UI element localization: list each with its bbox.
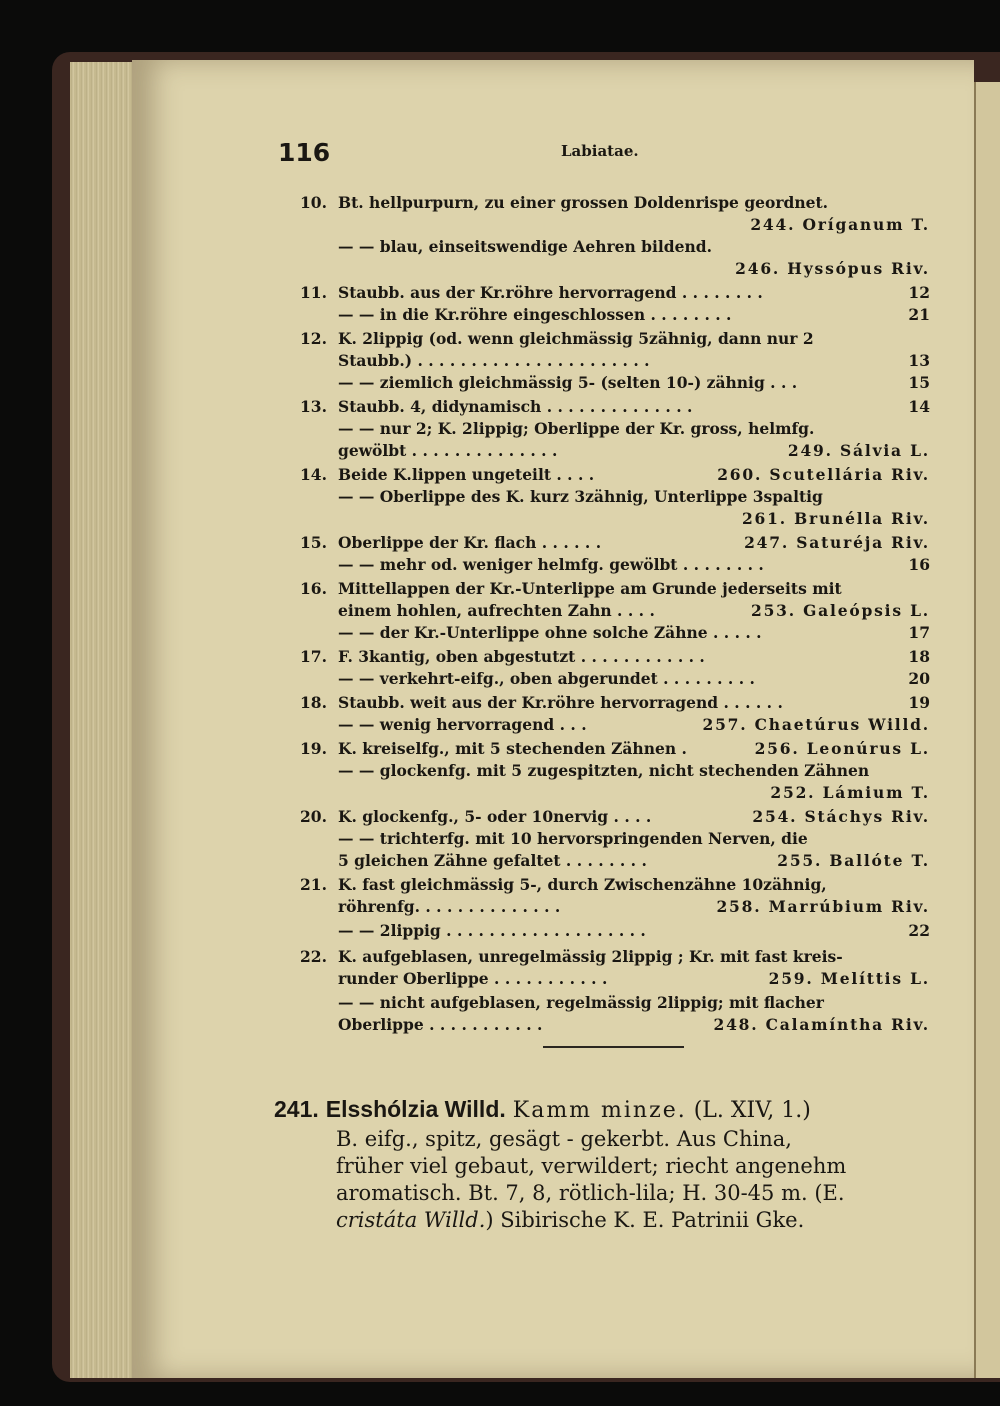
key-line — [300, 328, 930, 350]
genus-entry — [274, 1092, 934, 1234]
key-number: 17. — [300, 647, 327, 666]
key-text: Beide K.lippen ungeteilt . . . . — [338, 465, 595, 484]
key-target: 14 — [908, 397, 930, 416]
key-text: — — in die Kr.röhre eingeschlossen . . . . . . . . — [338, 305, 732, 324]
key-line — [300, 372, 930, 394]
key-number: 11. — [300, 283, 327, 302]
key-line — [300, 992, 930, 1014]
key-text: röhrenfg. . . . . . . . . . . . . . — [338, 897, 561, 916]
key-text: K. kreiselfg., mit 5 stechenden Zähnen . — [338, 739, 687, 758]
facing-page-edge — [974, 82, 1000, 1378]
key-number: 18. — [300, 693, 327, 712]
section-divider — [543, 1046, 684, 1048]
key-line — [300, 258, 930, 280]
key-text: Staubb. weit aus der Kr.röhre hervorragend . . . . . . — [338, 693, 783, 712]
key-text: 5 gleichen Zähne gefaltet . . . . . . . . — [338, 851, 647, 870]
key-line — [300, 874, 930, 896]
key-number: 15. — [300, 533, 327, 552]
key-line — [300, 440, 930, 462]
key-target: 21 — [908, 305, 930, 324]
key-target: 258. Marrúbium Riv. — [716, 897, 930, 916]
entry-italic-name: cristáta Willd. — [336, 1208, 486, 1232]
entry-genus: Elsshólzia Willd. — [325, 1096, 506, 1122]
key-text: K. fast gleichmässig 5-, durch Zwischenzähne 10zähnig, — [338, 875, 827, 894]
key-target: 261. Brunélla Riv. — [741, 509, 930, 528]
key-target: 260. Scutellária Riv. — [717, 465, 930, 484]
key-text: einem hohlen, aufrechten Zahn . . . . — [338, 601, 655, 620]
key-line — [300, 760, 930, 782]
key-text: Oberlippe der Kr. flach . . . . . . — [338, 533, 602, 552]
key-text: Staubb. aus der Kr.röhre hervorragend . . . . . . . . — [338, 283, 763, 302]
key-line — [300, 622, 930, 644]
key-text: — — nicht aufgeblasen, regelmässig 2lippig; mit flacher — [338, 993, 824, 1012]
page-edges — [70, 62, 138, 1378]
key-line — [300, 282, 930, 304]
key-target: 246. Hyssópus Riv. — [735, 259, 930, 278]
entry-heading — [274, 1092, 934, 1126]
entry-body-line: aromatisch. Bt. 7, 8, rötlich-lila; H. 30-45 m. (E. — [336, 1181, 845, 1205]
key-text: Oberlippe . . . . . . . . . . . — [338, 1015, 543, 1034]
key-line — [300, 714, 930, 736]
key-target: 20 — [908, 669, 930, 688]
key-text: Staubb. 4, didynamisch . . . . . . . . . . . . . . — [338, 397, 693, 416]
key-line — [300, 668, 930, 690]
key-line — [300, 396, 930, 418]
key-target: 256. Leonúrus L. — [754, 739, 930, 758]
key-text: K. glockenfg., 5- oder 10nervig . . . . — [338, 807, 652, 826]
key-target: 254. Stáchys Riv. — [752, 807, 930, 826]
key-line — [300, 486, 930, 508]
key-line — [300, 214, 930, 236]
key-line — [300, 692, 930, 714]
key-number: 20. — [300, 807, 327, 826]
key-number: 22. — [300, 947, 327, 966]
key-text: runder Oberlippe . . . . . . . . . . . — [338, 969, 608, 988]
key-text: F. 3kantig, oben abgestutzt . . . . . . . . . . . . — [338, 647, 705, 666]
key-text: K. 2lippig (od. wenn gleichmässig 5zähnig, dann nur 2 — [338, 329, 814, 348]
key-line — [300, 304, 930, 326]
entry-body-tail: ) Sibirische K. E. Patrinii Gke. — [485, 1208, 805, 1232]
key-text: gewölbt . . . . . . . . . . . . . . — [338, 441, 558, 460]
key-line — [300, 1014, 930, 1036]
key-line — [300, 738, 930, 760]
key-target: 247. Saturéja Riv. — [744, 533, 930, 552]
key-text: — — Oberlippe des K. kurz 3zähnig, Unterlippe 3spaltig — [338, 487, 823, 506]
key-text: Mittellappen der Kr.-Unterlippe am Grunde jederseits mit — [338, 579, 842, 598]
entry-body-line — [274, 1207, 934, 1234]
entry-body-line: B. eifg., spitz, gesägt - gekerbt. Aus China, — [336, 1127, 792, 1151]
key-line — [300, 236, 930, 258]
key-target: 13 — [908, 351, 930, 370]
key-line — [300, 896, 930, 918]
key-target: 17 — [908, 623, 930, 642]
key-text: — — verkehrt-eifg., oben abgerundet . . . . . . . . . — [338, 669, 755, 688]
identification-key — [300, 192, 930, 1036]
key-target: 257. Chaetúrus Willd. — [702, 715, 930, 734]
entry-body-line: früher viel gebaut, verwildert; riecht angenehm — [336, 1154, 847, 1178]
key-line — [300, 600, 930, 622]
entry-number: 241. — [274, 1096, 319, 1122]
key-text: — — nur 2; K. 2lippig; Oberlippe der Kr. gross, helmfg. — [338, 419, 815, 438]
key-line — [300, 646, 930, 668]
key-text: — — 2lippig . . . . . . . . . . . . . . . . . . . — [338, 921, 646, 940]
key-number: 10. — [300, 193, 327, 212]
entry-reference: (L. XIV, 1.) — [693, 1098, 811, 1123]
key-line — [300, 192, 930, 214]
key-line — [300, 508, 930, 530]
running-title: Labiatae. — [561, 142, 639, 160]
key-text: — — glockenfg. mit 5 zugespitzten, nicht stechenden Zähnen — [338, 761, 870, 780]
key-target: 15 — [908, 373, 930, 392]
key-text: Staubb.) . . . . . . . . . . . . . . . . . . . . . . — [338, 351, 650, 370]
key-target: 259. Melíttis L. — [768, 969, 930, 988]
key-line — [300, 464, 930, 486]
key-line — [300, 828, 930, 850]
key-line — [300, 532, 930, 554]
key-line — [300, 418, 930, 440]
key-target: 252. Lámium T. — [770, 783, 930, 802]
key-text: — — mehr od. weniger helmfg. gewölbt . . . . . . . . — [338, 555, 764, 574]
key-line — [300, 782, 930, 804]
key-line — [300, 806, 930, 828]
key-text: — — der Kr.-Unterlippe ohne solche Zähne . . . . . — [338, 623, 762, 642]
key-line — [300, 578, 930, 600]
key-line — [300, 946, 930, 968]
key-text: — — blau, einseitswendige Aehren bildend. — [338, 237, 712, 256]
key-target: 255. Ballóte T. — [777, 851, 930, 870]
key-number: 14. — [300, 465, 327, 484]
key-text: — — ziemlich gleichmässig 5- (selten 10-) zähnig . . . — [338, 373, 798, 392]
key-text: — — trichterfg. mit 10 hervorspringenden Nerven, die — [338, 829, 808, 848]
key-text: — — wenig hervorragend . . . — [338, 715, 587, 734]
key-target: 19 — [908, 693, 930, 712]
page-number: 116 — [278, 138, 331, 167]
key-target: 16 — [908, 555, 930, 574]
key-target: 253. Galeópsis L. — [751, 601, 930, 620]
key-target: 249. Sálvia L. — [787, 441, 930, 460]
key-number: 16. — [300, 579, 327, 598]
key-text: Bt. hellpurpurn, zu einer grossen Doldenrispe geordnet. — [338, 193, 829, 212]
key-number: 12. — [300, 329, 327, 348]
key-number: 19. — [300, 739, 327, 758]
key-target: 248. Calamíntha Riv. — [713, 1015, 930, 1034]
key-line — [300, 920, 930, 942]
key-number: 21. — [300, 875, 327, 894]
key-number: 13. — [300, 397, 327, 416]
entry-common-name: Kamm minze. — [512, 1098, 687, 1123]
key-target: 22 — [908, 921, 930, 940]
key-line — [300, 968, 930, 990]
key-line — [300, 350, 930, 372]
key-target: 12 — [908, 283, 930, 302]
key-line — [300, 554, 930, 576]
key-line — [300, 850, 930, 872]
key-target: 18 — [908, 647, 930, 666]
key-text: K. aufgeblasen, unregelmässig 2lippig ; Kr. mit fast kreis- — [338, 947, 843, 966]
key-target: 244. Oríganum T. — [750, 215, 930, 234]
